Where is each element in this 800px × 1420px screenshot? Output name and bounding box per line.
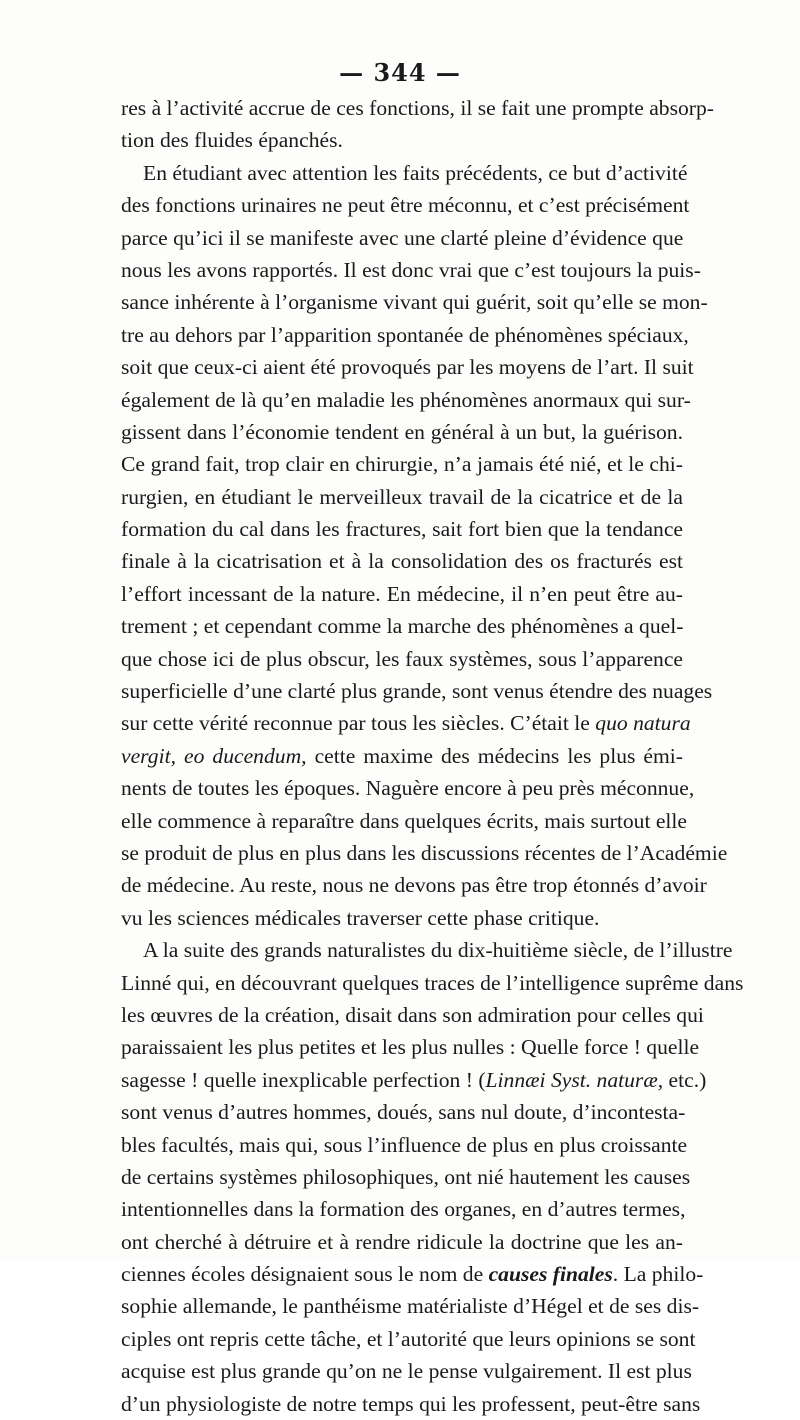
text-line: sance inhérente à l’organisme vivant qui guérit, soit qu’elle se mon- bbox=[121, 290, 708, 315]
text-line: sont venus d’autres hommes, doués, sans nul doute, d’incontesta- bbox=[121, 1100, 686, 1125]
text-line: paraissaient les plus petites et les plus nulles : Quelle force ! quelle bbox=[121, 1035, 700, 1060]
text-line: bles facultés, mais qui, sous l’influence de plus en plus croissante bbox=[121, 1132, 688, 1157]
text-line: parce qu’ici il se manifeste avec une clarté pleine d’évidence que bbox=[121, 225, 684, 250]
text-line: sophie allemande, le panthéisme matérialiste d’Hégel et de ses dis- bbox=[121, 1294, 700, 1319]
text-segment: sur cette vérité reconnue par tous les siècles. C’était le bbox=[121, 711, 596, 736]
text-segment: etc.) bbox=[663, 1067, 707, 1092]
text-line: vu les sciences médicales traverser cette phase critique. bbox=[121, 905, 600, 930]
italic-phrase: Linnæi Syst. naturæ, bbox=[485, 1067, 664, 1092]
text-line: ciples ont repris cette tâche, et l’autorité que leurs opinions se sont bbox=[121, 1326, 696, 1351]
text-line-with-italic bbox=[121, 740, 683, 772]
text-line: soit que ceux-ci aient été provoqués par les moyens de l’art. Il suit bbox=[121, 355, 694, 380]
text-line: acquise est plus grande qu’on ne le pense vulgairement. Il est plus bbox=[121, 1359, 692, 1384]
text-line: superficielle d’une clarté plus grande, sont venus étendre des nuages bbox=[121, 679, 713, 704]
text-line: les œuvres de la création, disait dans son admiration pour celles qui bbox=[121, 1002, 704, 1027]
text-line: gissent dans l’économie tendent en général à un but, la guérison. bbox=[121, 419, 683, 444]
text-line: formation du cal dans les fractures, sait fort bien que la tendance bbox=[121, 517, 683, 542]
text-line: res à l’activité accrue de ces fonctions, il se fait une prompte absorp- bbox=[121, 96, 714, 120]
text-line: intentionnelles dans la formation des organes, en d’autres termes, bbox=[121, 1197, 686, 1222]
text-line: elle commence à reparaître dans quelques écrits, mais surtout elle bbox=[121, 808, 688, 833]
text-segment: sagesse ! quelle inexplicable perfection ! ( bbox=[121, 1067, 486, 1092]
text-segment: . La philo- bbox=[612, 1262, 704, 1287]
text-line: de certains systèmes philosophiques, ont nié hautement les causes bbox=[121, 1164, 691, 1189]
text-line: nents de toutes les époques. Naguère encore à peu près méconnue, bbox=[121, 776, 695, 801]
text-line: de médecine. Au reste, nous ne devons pas être trop étonnés d’avoir bbox=[121, 873, 707, 898]
text-line: nous les avons rapportés. Il est donc vrai que c’est toujours la puis- bbox=[121, 257, 701, 282]
italic-phrase: quo natura bbox=[595, 711, 691, 736]
page-number: — 344 — bbox=[339, 58, 461, 87]
text-line: tre au dehors par l’apparition spontanée de phénomènes spéciaux, bbox=[121, 322, 689, 347]
text-line: se produit de plus en plus dans les discussions récentes de l’Académie bbox=[121, 840, 728, 865]
text-line-with-italic bbox=[121, 707, 691, 739]
text-line: des fonctions urinaires ne peut être méconnu, et c’est précisément bbox=[121, 193, 690, 218]
text-line: rurgien, en étudiant le merveilleux travail de la cicatrice et de la bbox=[121, 484, 683, 509]
text-line: trement ; et cependant comme la marche des phénomènes a quel- bbox=[121, 614, 684, 639]
text-line: tion des fluides épanchés. bbox=[121, 128, 343, 153]
text-line: également de là qu’en maladie les phénomènes anormaux qui sur- bbox=[121, 387, 691, 412]
text-segment: ciennes écoles désignaient sous le nom de bbox=[121, 1262, 489, 1287]
text-line: En étudiant avec attention les faits précédents, ce but d’activité bbox=[143, 160, 688, 185]
text-line: Linné qui, en découvrant quelques traces de l’intelligence suprême dans bbox=[121, 970, 744, 995]
text-line-with-italic bbox=[121, 1258, 704, 1290]
text-line: l’effort incessant de la nature. En médecine, il n’en peut être au- bbox=[121, 581, 683, 606]
text-line: que chose ici de plus obscur, les faux systèmes, sous l’apparence bbox=[121, 646, 683, 671]
text-line-with-italic bbox=[121, 1064, 707, 1096]
body-text bbox=[121, 92, 744, 1420]
text-line: finale à la cicatrisation et à la consolidation des os fracturés est bbox=[121, 549, 683, 574]
text-line: ont cherché à détruire et à rendre ridicule la doctrine que les an- bbox=[121, 1229, 683, 1254]
text-segment: cette maxime des médecins les plus émi- bbox=[306, 743, 683, 768]
italic-phrase: causes finales bbox=[488, 1262, 613, 1287]
italic-phrase: vergit, eo ducendum, bbox=[121, 743, 307, 768]
text-line: Ce grand fait, trop clair en chirurgie, n’a jamais été nié, et le chi- bbox=[121, 452, 683, 477]
text-line: A la suite des grands naturalistes du dix-huitième siècle, de l’illustre bbox=[143, 938, 733, 963]
text-line: d’un physiologiste de notre temps qui les professent, peut-être sans bbox=[121, 1391, 701, 1416]
